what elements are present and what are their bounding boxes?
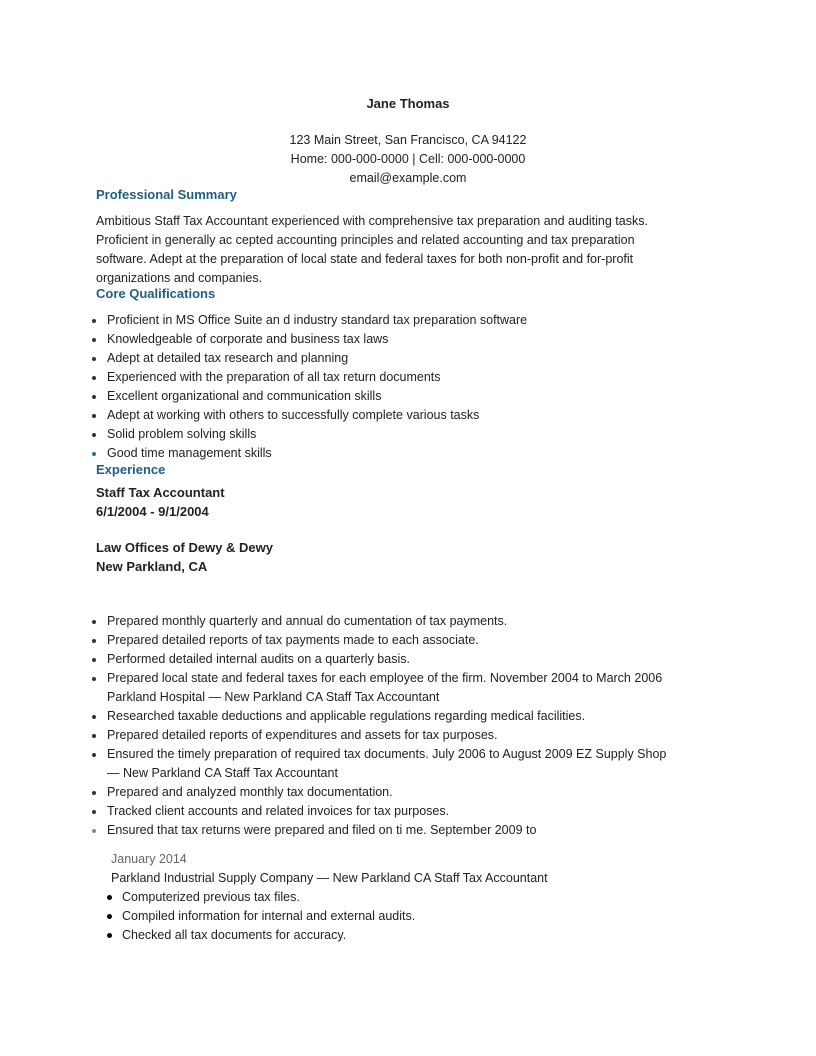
list-item: Prepared detailed reports of tax payments made to each associate. <box>92 631 666 650</box>
list-item: Good time management skills <box>92 444 527 463</box>
summary-line: organizations and companies. <box>96 271 263 285</box>
list-item: Prepared and analyzed monthly tax documentation. <box>92 783 666 802</box>
final-date: January 2014 <box>111 852 187 866</box>
list-item: Prepared detailed reports of expenditures and assets for tax purposes. <box>92 726 666 745</box>
list-item: Prepared monthly quarterly and annual do cumentation of tax payments. <box>92 612 666 631</box>
summary-line: Proficient in generally ac cepted accounting principles and related accounting and tax preparation <box>96 233 635 247</box>
list-item: Compiled information for internal and external audits. <box>107 907 415 926</box>
experience-heading: Experience <box>96 462 166 477</box>
list-item: Experienced with the preparation of all tax return documents <box>92 368 527 387</box>
contact-phones: Home: 000-000-0000 | Cell: 000-000-0000 <box>290 152 526 166</box>
list-item: Knowledgeable of corporate and business tax laws <box>92 330 527 349</box>
list-item: Performed detailed internal audits on a quarterly basis. <box>92 650 666 669</box>
list-item: Solid problem solving skills <box>92 425 527 444</box>
job-dates: 6/1/2004 - 9/1/2004 <box>96 504 209 519</box>
experience-list <box>92 612 666 840</box>
contact-email: email@example.com <box>349 171 467 185</box>
list-item: Ensured that tax returns were prepared and filed on ti me. September 2009 to <box>92 821 666 840</box>
qualifications-heading: Core Qualifications <box>96 286 216 301</box>
contact-address: 123 Main Street, San Francisco, CA 94122 <box>289 133 527 147</box>
list-item: Checked all tax documents for accuracy. <box>107 926 415 945</box>
list-item-continuation: — New Parkland CA Staff Tax Accountant <box>107 766 338 780</box>
final-list <box>107 888 415 945</box>
employer-name: Law Offices of Dewy & Dewy <box>96 540 273 555</box>
list-item: Adept at working with others to successfully complete various tasks <box>92 406 527 425</box>
list-item: Proficient in MS Office Suite an d industry standard tax preparation software <box>92 311 527 330</box>
list-item: Ensured the timely preparation of required tax documents. July 2006 to August 2009 EZ Supply Shop <box>92 745 666 764</box>
summary-line: Ambitious Staff Tax Accountant experienced with comprehensive tax preparation and auditing tasks. <box>96 214 648 228</box>
list-item: Tracked client accounts and related invoices for tax purposes. <box>92 802 666 821</box>
employer-location: New Parkland, CA <box>96 559 208 574</box>
list-item: Excellent organizational and communication skills <box>92 387 527 406</box>
summary-line: software. Adept at the preparation of local state and federal taxes for both non-profit and for-profit <box>96 252 634 266</box>
final-employer: Parkland Industrial Supply Company — New Parkland CA Staff Tax Accountant <box>111 871 548 885</box>
qualifications-list <box>92 311 527 463</box>
list-item: Researched taxable deductions and applicable regulations regarding medical facilities. <box>92 707 666 726</box>
candidate-name: Jane Thomas <box>366 96 450 111</box>
list-item: Adept at detailed tax research and planning <box>92 349 527 368</box>
list-item-continuation: Parkland Hospital — New Parkland CA Staff Tax Accountant <box>107 690 440 704</box>
job-title: Staff Tax Accountant <box>96 485 225 500</box>
summary-heading: Professional Summary <box>96 187 237 202</box>
list-item: Prepared local state and federal taxes for each employee of the firm. November 2004 to March 2006 <box>92 669 666 688</box>
list-item: Computerized previous tax files. <box>107 888 415 907</box>
